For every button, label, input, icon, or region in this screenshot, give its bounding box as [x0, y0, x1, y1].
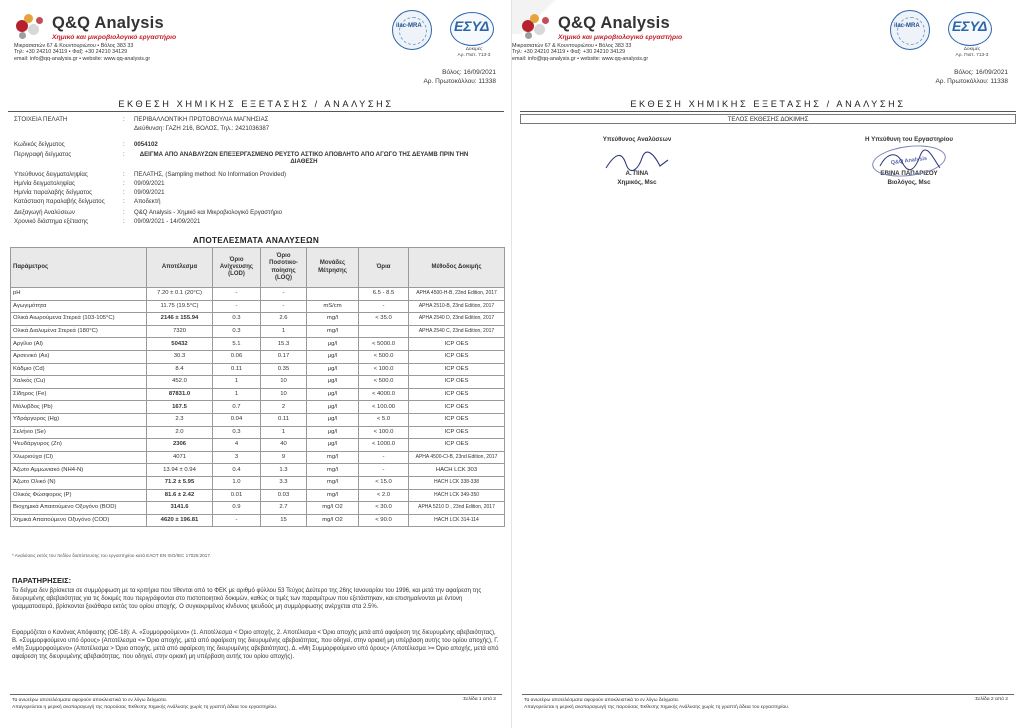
end-of-report-label: ΤΕΛΟΣ ΕΚΘΕΣΗΣ ΔΟΚΙΜΗΣ	[520, 114, 1016, 124]
parameter-cell: Χημικά Απαιτούμενο Οξυγόνο (COD)	[11, 514, 147, 527]
unit-cell: μg/l	[307, 439, 359, 452]
unit-cell: mg/l O2	[307, 514, 359, 527]
unit-cell: μg/l	[307, 350, 359, 363]
table-row	[11, 401, 505, 414]
sample-description: ΔΕΙΓΜΑ ΑΠΟ ΑΝΑΒΛΥΖΩΝ ΕΠΕΞΕΡΓΑΣΜΕΝΟ ΡΕΥΣΤΟ ΑΣΤΙΚΟ ΑΠΟΒΛΗΤΟ ΑΠΟ ΑΓΩΓΟ ΤΗΣ ΔΕΥΑΜΒ ΠΡΙΝ ΤΗΝ ΔΙΑΘΕΣΗ	[139, 151, 469, 166]
report-date: Βόλος: 16/09/2021	[442, 69, 496, 76]
parameter-cell: Αργίλιο (Al)	[11, 338, 147, 351]
remarks-heading: ΠΑΡΑΤΗΡΗΣΕΙΣ:	[12, 576, 72, 585]
result-cell: 452.0	[147, 376, 213, 389]
result-cell: 87831.0	[147, 388, 213, 401]
limit-cell: < 5000.0	[359, 338, 409, 351]
phone-line: Τηλ: +30 24210 34119 • Φαξ: +30 24210 34129	[14, 49, 128, 56]
parameter-cell: pH	[11, 288, 147, 301]
esyd-label: ΕΣΥΔ	[952, 18, 988, 34]
parameter-cell: Αγωγιμότητα	[11, 300, 147, 313]
result-cell: 2.3	[147, 413, 213, 426]
lod-cell: 1	[213, 376, 261, 389]
unit-cell: mg/l	[307, 451, 359, 464]
remarks-text: Το δείγμα δεν βρίσκεται σε συμμόρφωση με τα κριτήρια που τίθενται από το ΦΕΚ με αριθμό φύλλου 53 Τεύχος Δεύτερο της 26ης Ιανουαρίου του 1996, και μετά την αφαίρεση της διευρυμένης αβεβαιότητας για τις δοκιμές που περιγράφονται στο πιστοποιητικό δοκιμών, καθώς οι τιμές των παραμέτρων που εξετάστηκαν, και επισημαίνονται με έντονη γραμματοσειρά, βρίσκονται ξεκάθαρα εκτός του ορίου αποχής. Ο συγκεκριμένος κίνδυνος ψευδούς μη συμμόρφωσης ανέρχεται στα 2.5%.	[12, 588, 482, 610]
parameter-cell: Άζωτο Αμμωνιακό (NH4-N)	[11, 464, 147, 477]
parameter-cell: Χλωριούχα (Cl)	[11, 451, 147, 464]
logo-icon	[520, 14, 556, 40]
method-cell: HACH LCK 349-350	[409, 489, 505, 502]
parameter-cell: Αρσενικό (As)	[11, 350, 147, 363]
footer-divider	[522, 694, 1014, 695]
page-number: Σελίδα 1 από 2	[463, 697, 496, 702]
manager-name: ΕΒΙΝΑ ΠΑΠΑΡΙΖΟΥ	[880, 170, 938, 178]
limit-cell: < 100.0	[359, 363, 409, 376]
report-title: ΕΚΘΕΣΗ ΧΗΜΙΚΗΣ ΕΞΕΤΑΣΗΣ / ΑΝΑΛΥΣΗΣ	[118, 99, 394, 109]
limit-cell: < 500.0	[359, 350, 409, 363]
limit-cell: < 5.0	[359, 413, 409, 426]
loq-cell: 40	[261, 439, 307, 452]
limit-cell: < 2.0	[359, 489, 409, 502]
web-line: email: info@qq-analysis.gr • website: www.qq-analysis.gr	[14, 55, 151, 62]
unit-cell: mg/l	[307, 476, 359, 489]
lod-cell: 0.06	[213, 350, 261, 363]
loq-cell: 15	[261, 514, 307, 527]
method-cell: APHA 2540 C, 23nd Edition, 2017	[409, 325, 505, 338]
table-row	[11, 376, 505, 389]
limit-cell: < 1000.0	[359, 439, 409, 452]
address-line: Μικρασιατών 67 & Κουντουριώτου • Βόλος 383 33	[512, 43, 632, 49]
method-cell: APHA 5210 D , 23nd Edition, 2017	[409, 502, 505, 515]
performed-label: Διεξαγωγή Αναλύσεων	[14, 209, 75, 216]
exam-period: 09/09/2021 - 14/09/2021	[134, 218, 201, 225]
lod-cell: 0.3	[213, 426, 261, 439]
limit-cell: < 4000.0	[359, 388, 409, 401]
caption-line: Δοκιμές	[963, 47, 981, 52]
receipt-date-label: Ημ/νία παραλαβής δείγματος	[14, 189, 93, 196]
table-row	[11, 476, 505, 489]
loq-cell: 3.3	[261, 476, 307, 489]
receipt-date: 09/09/2021	[134, 189, 165, 196]
result-cell: 3141.6	[147, 502, 213, 515]
parameter-cell: Σίδηρος (Fe)	[11, 388, 147, 401]
table-row	[11, 502, 505, 515]
report-page-1: Q&Q Analysis Χημικό και μικροβιολογικό εργαστήριο Μικρασιατών 67 & Κουντουριώτου • Βόλος 383 33 Τηλ: +30 24210 34119 • Φαξ: +30 24210 34129 email: info@qq-analysis.gr • website: www.qq-analysis.gr ilac-MRA ΕΣΥΔ Δοκιμές Αρ. Πιστ. 713-3 Βόλος: 16/09/2021 Αρ. Πρωτοκόλλου: 11338 ΕΚΘΕΣΗ ΧΗΜΙΚΗΣ ΕΞΕΤΑΣΗΣ / ΑΝΑΛΥΣΗΣ ΣΤΟΙΧΕΙΑ ΠΕΛΑΤΗ : ΠΕΡΙΒΑΛΛΟΝΤΙΚΗ ΠΡΩΤΟΒΟΥΛΙΑ ΜΑΓΝΗΣΙΑΣ Διεύθυνση: ΓΑΖΗ 216, ΒΟΛΟΣ, Τηλ.: 2421036387 Κωδικός δείγματος : 0054102 Περιγραφή δείγματος : ΔΕΙΓΜΑ ΑΠΟ ΑΝΑΒΛΥΖΩΝ ΕΠΕΞΕΡΓΑΣΜΕΝΟ ΡΕΥΣΤΟ ΑΣΤΙΚΟ ΑΠΟΒΛΗΤΟ ΑΠΟ ΑΓΩΓΟ ΤΗΣ ΔΕΥΑΜΒ ΠΡΙΝ ΤΗΝ ΔΙΑΘΕΣΗ Υπεύθυνος δειγματοληψίας : ΠΕΛΑΤΗΣ, (Sampling method: No Information Provided) Ημ/νία δειγματοληψίας : 09/09/2021 Ημ/νία παραλαβής δείγματος : 09/09/2021 Κατάσταση παραλαβής δείγματος : Αποδεκτή Διεξαγωγή Αναλύσεων : Q&Q Analysis - Χημικό και Μικροβιολογικό Εργαστήριο Χρονικό διάστημα εξέτασης : 09/09/2021 - 14/09/2021 ΑΠΟΤΕΛΕΣΜΑΤΑ ΑΝΑΛΥΣΕΩΝ Παράμετρος Αποτέλεσμα Όριο Ανίχνευσης (LOD) Όριο Ποσοτικο-ποίησης (LOQ) Μονάδες Μέτρησης Όρια Μέθοδος Δοκιμής pH 7.20 ± 0.1 (20°C) - - 6.5 - 8.5 APHA 4500-H-B, 23nd Edition, 2017 Αγωγιμότητα 11.75 (19.5°C) - - mS/cm - APHA 2510-B, 23nd Edition, 2017 Ολικά Αιωρούμενα Στερεά (103-105°C) 2146 ± 155.94 0.3 2.6 mg/l < 35.0 APHA 2540 D, 23nd Edition, 2017 Ολικά Διαλυμένα Στερεά (180°C) 7320 0.3 1 mg/l APHA 2540 C, 23nd Edition, 2017 Αργίλιο (Al) 50432 5.1 15.3 μg/l < 5000.0 ICP OES Αρσενικό (As) 30.3 0.06 0.17 μg/l < 500.0 ICP OES Κάδμιο (Cd) 8.4 0.11 0.35 μg/l < 100.0 ICP OES Χαλκός (Cu) 452.0 1 10 μg/l < 500.0 ICP OES Σίδηρος (Fe) 87831.0 1 10 μg/l < 4000.0 ICP OES Μόλυβδος (Pb) 167.5 0.7 2 μg/l < 100.00 ICP OES Υδράργυρος (Hg) 2.3 0.04 0.11 μg/l < 5.0 ICP OES Σελήνιο (Se) 2.0 0.3 1 μg/l < 100.0 ICP OES Ψευδάργυρος (Zn) 2306 4 40 μg/l < 1000.0 ICP OES Χλωριούχα (Cl) 4071 3 9 mg/l - APHA 4500-Cl-B, 23nd Edition, 2017 Άζωτο Αμμωνιακό (NH4-N) 13.94 ± 0.94 0.4 1.3 mg/l - HACH LCK 303 Άζωτο Ολικό (N) 71.2 ± 5.95 1.0 3.3 mg/l < 15.0 HACH LCK 338-338 Ολικός Φώσφορος (P) 81.6 ± 2.42 0.01 0.03 mg/l < 2.0 HACH LCK 349-350 Βιοχημικά Απαιτούμενο Οξυγόνο (BOD) 3141.6 0.9 2.7 mg/l O2 < 30.0 APHA 5210 D , 23nd Edition, 2017 Χημικά Απαιτούμενο Οξυγόνο (COD) 4620 ± 196.81 - 15 mg/l O2 < 90.0 HACH LCK 314-114 * Αναλύσεις εκτός του πεδίου διαπίστευσης του εργαστηρίου κατά ΕΛΟΤ ΕΝ ISO/IEC 17025:2017. ΠΑΡΑΤΗΡΗΣΕΙΣ: Το δείγμα δεν βρίσκεται σε συμμόρφωση με τα κριτήρια που τίθενται από το ΦΕΚ με αριθμό φύλλου 53 Τεύχος Δεύτερο της 26ης Ιανουαρίου του 1996, και μετά την αφαίρεση της διευρυμένης αβεβαιότητας για τις δοκιμές που περιγράφονται στο πιστοποιητικό δοκιμών, καθώς οι τιμές των παραμέτρων που εξετάστηκαν, και επισημαίνονται με έντονη γραμματοσειρά, βρίσκονται ξεκάθαρα εκτός του ορίου αποχής. Ο συγκεκριμένος κίνδυνος ψευδούς μη συμμόρφωσης ανέρχεται στα 2.5%. Εφαρμόζεται ο Κανόνας Απόφασης (ΟΕ-18): Α. «Συμμορφούμενο» (1. Αποτέλεσμα < Όριο αποχής, 2. Αποτέλεσμα < Όριο αποχής μετά από αφαίρεση της διευρυμένης αβεβαιότητας), Β. «Συμμορφούμενο υπό όρους» (Αποτέλεσμα <= Όριο αποχής, μετά από αφαίρεση της διευρυμένης αβεβαιότητας, που οδηγεί, στην οριακή μη υπέρβαση αυτής του ορίου αποχής), Γ. «Μη Συμμορφούμενο» (Αποτέλεσμα > Όριο αποχής, μετά από αφαίρεση της διευρυμένης αβεβαιότητας), Δ. «Μη Συμμορφούμενο υπό όρους» (Αποτέλεσμα >= Όριο αποχής, μετά από αφαίρεση της διευρυμένης αβεβαιότητας, που οδηγεί, στην οριακή μη υπέρβαση αυτής του ορίου αποχής). Τα ανωτέρω αποτελέσματα αφορούν αποκλειστικά το εν λόγω δείγματα. Απαγορεύεται η μερική αναπαραγωγή της παρούσας Έκθεσης Χημικής Ανάλυσης χωρίς τη γραπτή άδεια του εργαστηρίου. Σελίδα 1 από 2	[0, 0, 512, 728]
report-date-block	[935, 68, 1008, 87]
loq-cell: 0.03	[261, 489, 307, 502]
lod-cell: 0.11	[213, 363, 261, 376]
result-cell: 2306	[147, 439, 213, 452]
result-cell: 4071	[147, 451, 213, 464]
unit-cell: μg/l	[307, 401, 359, 414]
method-cell: ICP OES	[409, 413, 505, 426]
parameter-cell: Βιοχημικά Απαιτούμενο Οξυγόνο (BOD)	[11, 502, 147, 515]
parameter-cell: Χαλκός (Cu)	[11, 376, 147, 389]
results-table	[10, 247, 505, 527]
caption-line: Αρ. Πιστ. 713-3	[457, 52, 491, 58]
lod-cell: 0.04	[213, 413, 261, 426]
unit-cell: mg/l	[307, 313, 359, 326]
accreditation-caption	[452, 47, 496, 58]
lod-cell: 0.4	[213, 464, 261, 477]
parameter-cell: Ολικά Αιωρούμενα Στερεά (103-105°C)	[11, 313, 147, 326]
unit-cell: μg/l	[307, 363, 359, 376]
unit-cell	[307, 288, 359, 301]
table-row	[11, 288, 505, 301]
limit-cell: < 500.0	[359, 376, 409, 389]
accreditation-seals	[392, 10, 502, 62]
result-cell: 13.94 ± 0.94	[147, 464, 213, 477]
footer-divider	[10, 694, 502, 695]
result-cell: 7.20 ± 0.1 (20°C)	[147, 288, 213, 301]
footnote: * Αναλύσεις εκτός του πεδίου διαπίστευσης του εργαστηρίου κατά ΕΛΟΤ ΕΝ ISO/IEC 17025:2017.	[12, 553, 212, 558]
ilac-label: ilac-MRA	[894, 23, 920, 29]
limit-cell	[359, 325, 409, 338]
client-label: ΣΤΟΙΧΕΙΑ ΠΕΛΑΤΗ	[14, 116, 68, 123]
logo-icon	[14, 14, 50, 40]
table-row	[11, 514, 505, 527]
accreditation-seals	[890, 10, 1000, 62]
loq-cell: 9	[261, 451, 307, 464]
method-cell: ICP OES	[409, 426, 505, 439]
table-row	[11, 338, 505, 351]
analyst-title: Χημικός, Msc	[617, 178, 657, 186]
result-cell: 71.2 ± 5.95	[147, 476, 213, 489]
caption-line: Αρ. Πιστ. 713-3	[955, 52, 989, 58]
unit-cell: mg/l	[307, 464, 359, 477]
footer-line: Απαγορεύεται η μερική αναπαραγωγή της παρούσας Έκθεσης Χημικής Ανάλυσης χωρίς τη γραπτή άδεια του εργαστηρίου.	[12, 705, 278, 711]
manager-role: Η Υπεύθυνη του Εργαστηρίου	[865, 136, 953, 143]
table-row	[11, 350, 505, 363]
footer-line: Τα ανωτέρω αποτελέσματα αφορούν αποκλειστικά το εν λόγω δείγματα.	[12, 698, 168, 703]
report-date: Βόλος: 16/09/2021	[954, 69, 1008, 76]
result-cell: 4620 ± 196.81	[147, 514, 213, 527]
result-cell: 167.5	[147, 401, 213, 414]
loq-cell: 1	[261, 325, 307, 338]
column-header: Μέθοδος Δοκιμής	[409, 248, 505, 288]
loq-cell: -	[261, 300, 307, 313]
decision-rule-text: Εφαρμόζεται ο Κανόνας Απόφασης (ΟΕ-18): Α. «Συμμορφούμενο» (1. Αποτέλεσμα < Όριο αποχής, 2. Αποτέλεσμα < Όριο αποχής μετά από αφαίρεση της διευρυμένης αβεβαιότητας), Β. «Συμμορφούμενο υπό όρους» (Αποτέλεσμα <= Όριο αποχής, μετά από αφαίρεση της διευρυμένης αβεβαιότητας, που οδηγεί, στην οριακή μη υπέρβαση αυτής του ορίου αποχής), Γ. «Μη Συμμορφούμενο» (Αποτέλεσμα > Όριο αποχής, μετά από αφαίρεση της διευρυμένης αβεβαιότητας), Δ. «Μη Συμμορφούμενο υπό όρους» (Αποτέλεσμα >= Όριο αποχής, μετά από αφαίρεση της διευρυμένης αβεβαιότητας, που οδηγεί, στην οριακή μη υπέρβαση αυτής του ορίου αποχής).	[12, 630, 499, 660]
result-cell: 30.3	[147, 350, 213, 363]
unit-cell: μg/l	[307, 338, 359, 351]
performed-by: Q&Q Analysis - Χημικό και Μικροβιολογικό Εργαστήριο	[134, 209, 283, 216]
client-name: ΠΕΡΙΒΑΛΛΟΝΤΙΚΗ ΠΡΩΤΟΒΟΥΛΙΑ ΜΑΓΝΗΣΙΑΣ	[134, 116, 269, 123]
lod-cell: 0.01	[213, 489, 261, 502]
result-cell: 81.6 ± 2.42	[147, 489, 213, 502]
protocol-number: Αρ. Πρωτοκόλλου: 11338	[423, 78, 496, 86]
limit-cell: < 100.00	[359, 401, 409, 414]
results-title: ΑΠΟΤΕΛΕΣΜΑΤΑ ΑΝΑΛΥΣΕΩΝ	[192, 236, 320, 245]
footer-notes	[524, 697, 789, 711]
unit-cell: mS/cm	[307, 300, 359, 313]
lod-cell: 0.3	[213, 313, 261, 326]
table-row	[11, 325, 505, 338]
limit-cell: 6.5 - 8.5	[359, 288, 409, 301]
results-body	[11, 288, 505, 527]
loq-cell: 2.7	[261, 502, 307, 515]
parameter-cell: Ολικά Διαλυμένα Στερεά (180°C)	[11, 325, 147, 338]
lab-stamp-icon: Q&Q Analysis	[870, 142, 947, 181]
company-subtitle: Χημικό και μικροβιολογικό εργαστήριο	[558, 34, 683, 41]
column-header: Όρια	[359, 248, 409, 288]
column-header: Μονάδες Μέτρησης	[307, 248, 359, 288]
table-row	[11, 388, 505, 401]
client-address: Διεύθυνση: ΓΑΖΗ 216, ΒΟΛΟΣ, Τηλ.: 2421036387	[134, 125, 270, 132]
company-name: Q&Q Analysis	[52, 14, 164, 32]
esyd-label: ΕΣΥΔ	[454, 18, 490, 34]
loq-cell: 2.6	[261, 313, 307, 326]
lod-cell: 0.7	[213, 401, 261, 414]
sample-code: 0054102	[134, 141, 158, 148]
loq-cell: 15.3	[261, 338, 307, 351]
ilac-label: ilac-MRA	[396, 23, 422, 29]
column-header: Όριο Ανίχνευσης (LOD)	[213, 248, 261, 288]
accreditation-caption	[950, 47, 994, 58]
title-divider	[8, 111, 504, 112]
lod-cell: 0.3	[213, 325, 261, 338]
method-cell: ICP OES	[409, 401, 505, 414]
footer-line: Απαγορεύεται η μερική αναπαραγωγή της παρούσας Έκθεσης Χημικής Ανάλυσης χωρίς τη γραπτή άδεια του εργαστηρίου.	[524, 705, 790, 711]
protocol-number: Αρ. Πρωτοκόλλου: 11338	[935, 78, 1008, 86]
report-title: ΕΚΘΕΣΗ ΧΗΜΙΚΗΣ ΕΞΕΤΑΣΗΣ / ΑΝΑΛΥΣΗΣ	[630, 99, 906, 109]
lod-cell: -	[213, 514, 261, 527]
limit-cell: < 90.0	[359, 514, 409, 527]
method-cell: APHA 2540 D, 23nd Edition, 2017	[409, 313, 505, 326]
parameter-cell: Κάδμιο (Cd)	[11, 363, 147, 376]
report-date-block	[423, 68, 496, 87]
loq-cell: 10	[261, 376, 307, 389]
parameter-cell: Σελήνιο (Se)	[11, 426, 147, 439]
report-page-2	[512, 0, 1024, 728]
result-cell: 2146 ± 155.94	[147, 313, 213, 326]
company-address	[512, 43, 648, 62]
company-address	[14, 43, 150, 62]
limit-cell: < 35.0	[359, 313, 409, 326]
table-row	[11, 300, 505, 313]
loq-cell: 0.17	[261, 350, 307, 363]
table-row	[11, 439, 505, 452]
analyst-name: Α. ΠΙΝΑ	[625, 170, 649, 178]
condition: Αποδεκτή	[134, 198, 161, 205]
company-header	[14, 12, 214, 66]
page-number: Σελίδα 2 από 2	[975, 697, 1008, 702]
sample-desc-label: Περιγραφή δείγματος	[14, 151, 72, 158]
loq-cell: 10	[261, 388, 307, 401]
lod-cell: -	[213, 288, 261, 301]
lod-cell: 4	[213, 439, 261, 452]
method-cell: ICP OES	[409, 439, 505, 452]
limit-cell: < 100.0	[359, 426, 409, 439]
company-subtitle: Χημικό και μικροβιολογικό εργαστήριο	[52, 34, 177, 41]
table-row	[11, 464, 505, 477]
results-header-row	[11, 248, 505, 288]
parameter-cell: Μόλυβδος (Pb)	[11, 401, 147, 414]
loq-cell: 0.11	[261, 413, 307, 426]
parameter-cell: Υδράργυρος (Hg)	[11, 413, 147, 426]
table-row	[11, 413, 505, 426]
lod-cell: 1.0	[213, 476, 261, 489]
sampler: ΠΕΛΑΤΗΣ, (Sampling method: No Information Provided)	[134, 171, 287, 178]
manager-signature-block	[824, 136, 994, 187]
lod-cell: 5.1	[213, 338, 261, 351]
manager-title: Βιολόγος, Msc	[887, 178, 931, 186]
lod-cell: 1	[213, 388, 261, 401]
table-row	[11, 363, 505, 376]
sample-code-label: Κωδικός δείγματος	[14, 141, 65, 148]
loq-cell: 1.3	[261, 464, 307, 477]
table-row	[11, 489, 505, 502]
manager-signature-icon	[874, 148, 944, 174]
company-header	[512, 12, 712, 66]
result-cell: 8.4	[147, 363, 213, 376]
method-cell: ICP OES	[409, 388, 505, 401]
method-cell: ICP OES	[409, 376, 505, 389]
analyst-signature-block	[552, 136, 722, 187]
address-line: Μικρασιατών 67 & Κουντουριώτου • Βόλος 383 33	[14, 43, 134, 49]
loq-cell: -	[261, 288, 307, 301]
method-cell: HACH LCK 314-114	[409, 514, 505, 527]
limit-cell: -	[359, 451, 409, 464]
loq-cell: 0.35	[261, 363, 307, 376]
analyst-role: Υπεύθυνος Αναλύσεων	[602, 136, 672, 143]
lod-cell: -	[213, 300, 261, 313]
loq-cell: 1	[261, 426, 307, 439]
method-cell: ICP OES	[409, 363, 505, 376]
result-cell: 7320	[147, 325, 213, 338]
method-cell: APHA 2510-B, 23nd Edition, 2017	[409, 300, 505, 313]
limit-cell: < 30.0	[359, 502, 409, 515]
unit-cell: μg/l	[307, 413, 359, 426]
method-cell: HACH LCK 338-338	[409, 476, 505, 489]
result-cell: 11.75 (19.5°C)	[147, 300, 213, 313]
sampling-date-label: Ημ/νία δειγματοληψίας	[14, 180, 75, 187]
result-cell: 50432	[147, 338, 213, 351]
company-name: Q&Q Analysis	[558, 14, 670, 32]
method-cell: ICP OES	[409, 350, 505, 363]
limit-cell: < 15.0	[359, 476, 409, 489]
limit-cell: -	[359, 464, 409, 477]
footer-notes	[12, 697, 277, 711]
web-line: email: info@qq-analysis.gr • website: www.qq-analysis.gr	[512, 55, 649, 62]
limit-cell: -	[359, 300, 409, 313]
result-cell: 2.0	[147, 426, 213, 439]
method-cell: HACH LCK 303	[409, 464, 505, 477]
unit-cell: μg/l	[307, 426, 359, 439]
parameter-cell: Ψευδάργυρος (Zn)	[11, 439, 147, 452]
parameter-cell: Άζωτο Ολικό (N)	[11, 476, 147, 489]
phone-line: Τηλ: +30 24210 34119 • Φαξ: +30 24210 34129	[512, 49, 626, 56]
column-header: Όριο Ποσοτικο-ποίησης (LOQ)	[261, 248, 307, 288]
table-row	[11, 313, 505, 326]
title-divider	[520, 111, 1016, 112]
column-header: Αποτέλεσμα	[147, 248, 213, 288]
caption-line: Δοκιμές	[465, 47, 483, 52]
unit-cell: mg/l O2	[307, 502, 359, 515]
loq-cell: 2	[261, 401, 307, 414]
unit-cell: mg/l	[307, 325, 359, 338]
parameter-cell: Ολικός Φώσφορος (P)	[11, 489, 147, 502]
period-label: Χρονικό διάστημα εξέτασης	[14, 218, 89, 225]
column-header: Παράμετρος	[11, 248, 147, 288]
footer-line: Τα ανωτέρω αποτελέσματα αφορούν αποκλειστικά το εν λόγω δείγματα.	[524, 698, 680, 703]
unit-cell: μg/l	[307, 388, 359, 401]
table-row	[11, 426, 505, 439]
lod-cell: 0.9	[213, 502, 261, 515]
method-cell: ICP OES	[409, 338, 505, 351]
unit-cell: μg/l	[307, 376, 359, 389]
sampling-date: 09/09/2021	[134, 180, 165, 187]
unit-cell: mg/l	[307, 489, 359, 502]
method-cell: APHA 4500-Cl-B, 23nd Edition, 2017	[409, 451, 505, 464]
condition-label: Κατάσταση παραλαβής δείγματος	[14, 198, 105, 205]
lod-cell: 3	[213, 451, 261, 464]
table-row	[11, 451, 505, 464]
analyst-signature-icon	[602, 148, 672, 174]
method-cell: APHA 4500-H-B, 23nd Edition, 2017	[409, 288, 505, 301]
sampler-label: Υπεύθυνος δειγματοληψίας	[14, 171, 88, 178]
